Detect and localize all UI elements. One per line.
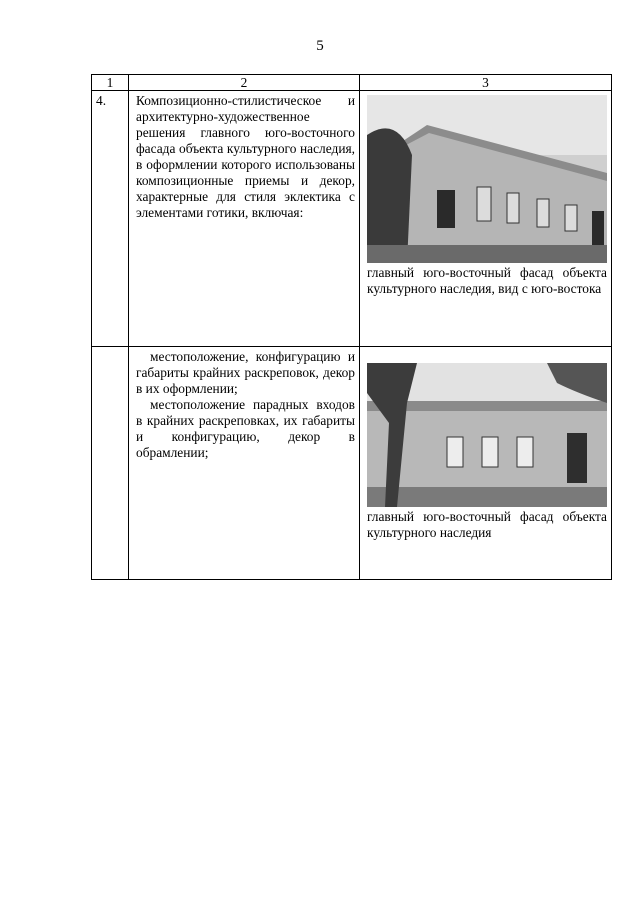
photo-cell <box>360 91 612 347</box>
photo-cell <box>360 347 612 580</box>
description-item: местоположение парадных входов в крайних раскреповках, их габариты и конфигурацию, декор в обрамлении; <box>136 397 355 460</box>
description-cell <box>129 347 360 580</box>
row-number <box>92 347 128 351</box>
table-row <box>92 347 612 580</box>
header-col-2: 2 <box>129 75 360 91</box>
description-list <box>129 347 359 463</box>
page-number: 5 <box>316 38 324 54</box>
photo-caption: главный юго-восточный фасад объекта культурного наследия <box>367 509 607 540</box>
row-number-cell <box>92 91 129 347</box>
header-col-3: 3 <box>360 75 612 91</box>
description-text: Композиционно-стилистическое и архитектурно-художественное решения главного юго-восточного фасада объекта культурного наследия, в оформлении которого использованы композиционные приемы и декор, характерные для стиля эклектика с элементами готики, включая: <box>136 93 355 220</box>
photo-caption: главный юго-восточный фасад объекта культурного наследия, вид с юго-востока <box>367 265 607 296</box>
header-col-1: 1 <box>92 75 129 91</box>
description-item: местоположение, конфигурацию и габариты крайних раскреповок, декор в их оформлении; <box>136 349 355 396</box>
description-cell <box>129 91 360 347</box>
facade-photo-front-view <box>367 363 607 507</box>
facade-photo-southeast-view <box>367 95 607 263</box>
heritage-table <box>91 74 612 580</box>
header-row <box>92 75 612 91</box>
row-number-cell <box>92 347 129 580</box>
table-row <box>92 91 612 347</box>
row-number: 4. <box>96 93 107 108</box>
